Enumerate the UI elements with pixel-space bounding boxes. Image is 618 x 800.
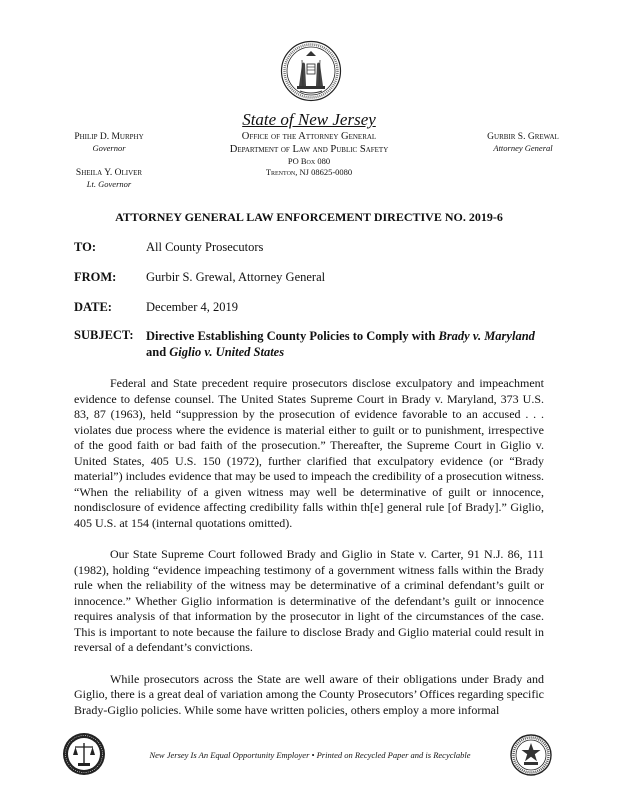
state-title: State of New Jersey: [242, 110, 376, 129]
state-police-seal-icon: [510, 734, 552, 776]
date-value: December 4, 2019: [146, 300, 238, 314]
from-value: Gurbir S. Grewal, Attorney General: [146, 270, 326, 284]
paragraph-3: While prosecutors across the State are well aware of their obligations under Brady and Giglio, there is a great deal of variation among the County Prosecutors’ Offices regarding specific Brady-Giglio policies. While some have written policies, others employ a more informal: [74, 671, 544, 717]
office-line-2: Department of Law and Public Safety: [229, 144, 389, 155]
office-line-1: Office of the Attorney General: [241, 131, 377, 142]
right-officials: [458, 132, 588, 154]
body-text: [74, 376, 544, 734]
city-address: Trenton, NJ 08625-0080: [265, 167, 353, 177]
justice-seal-icon: [62, 732, 106, 776]
lt-governor-role: Lt. Governor: [86, 179, 132, 189]
governor-name: Philip D. Murphy: [74, 132, 144, 142]
date-label: DATE:: [74, 300, 112, 314]
from-label: FROM:: [74, 270, 117, 284]
paragraph-1: Federal and State precedent require prosecutors disclose exculpatory and impeachment evidence to defense counsel. The United States Supreme Court in Brady v. Maryland, 373 U.S. 83, 87 (1963), held “suppression by the prosecution of evidence favorable to an accused . . . violates due process where the evidence is material either to guilt or to punishment, irrespective of the good faith or bad faith of the prosecution.” Thereafter, the Supreme Court in Giglio v. United States, 405 U.S. 150 (1972), further clarified that exculpatory evidence (or “Brady material”) includes evidence that may be used to impeach the credibility of a prosecution witness. “When the reliability of a given witness may well be determinative of guilt or innocence, nondisclosure of evidence affecting credibility falls within th[e] general rule [of Brady].” Giglio, 405 U.S. at 154 (internal quotations omitted).: [74, 376, 544, 530]
directive-title: ATTORNEY GENERAL LAW ENFORCEMENT DIRECTIVE NO. 2019-6: [115, 210, 503, 224]
paragraph-2: Our State Supreme Court followed Brady and Giglio in State v. Carter, 91 N.J. 86, 111 (1982), holding “evidence impeaching testimony of a government witness falls within the Brady rule when the reliability of the witness may be determinative of a criminal defendant’s guilt or innocence.” Whether Giglio information is determinative of the defendant’s guilt or innocence requires analysis of that information by the prosecutor in light of the circumstances of the case. This is important to note because the failure to disclose Brady and Giglio material could result in reversal of a defendant’s convictions.: [74, 547, 544, 654]
attorney-general-name: Gurbir S. Grewal: [487, 132, 559, 142]
governor-role: Governor: [92, 143, 126, 153]
subject-value: Directive Establishing County Policies to Comply with Brady v. Maryland and Giglio v. United States: [146, 329, 535, 359]
to-value: All County Prosecutors: [146, 240, 264, 254]
po-box: PO Box 080: [287, 156, 331, 166]
lt-governor-name: Sheila Y. Oliver: [75, 168, 143, 178]
state-seal-icon: [280, 40, 342, 102]
footer-text: New Jersey Is An Equal Opportunity Employer • Printed on Recycled Paper and is Recyclable: [149, 750, 471, 760]
left-officials: [44, 132, 174, 190]
attorney-general-role: Attorney General: [493, 143, 553, 153]
subject-label: SUBJECT:: [74, 328, 134, 342]
to-label: TO:: [74, 240, 96, 254]
